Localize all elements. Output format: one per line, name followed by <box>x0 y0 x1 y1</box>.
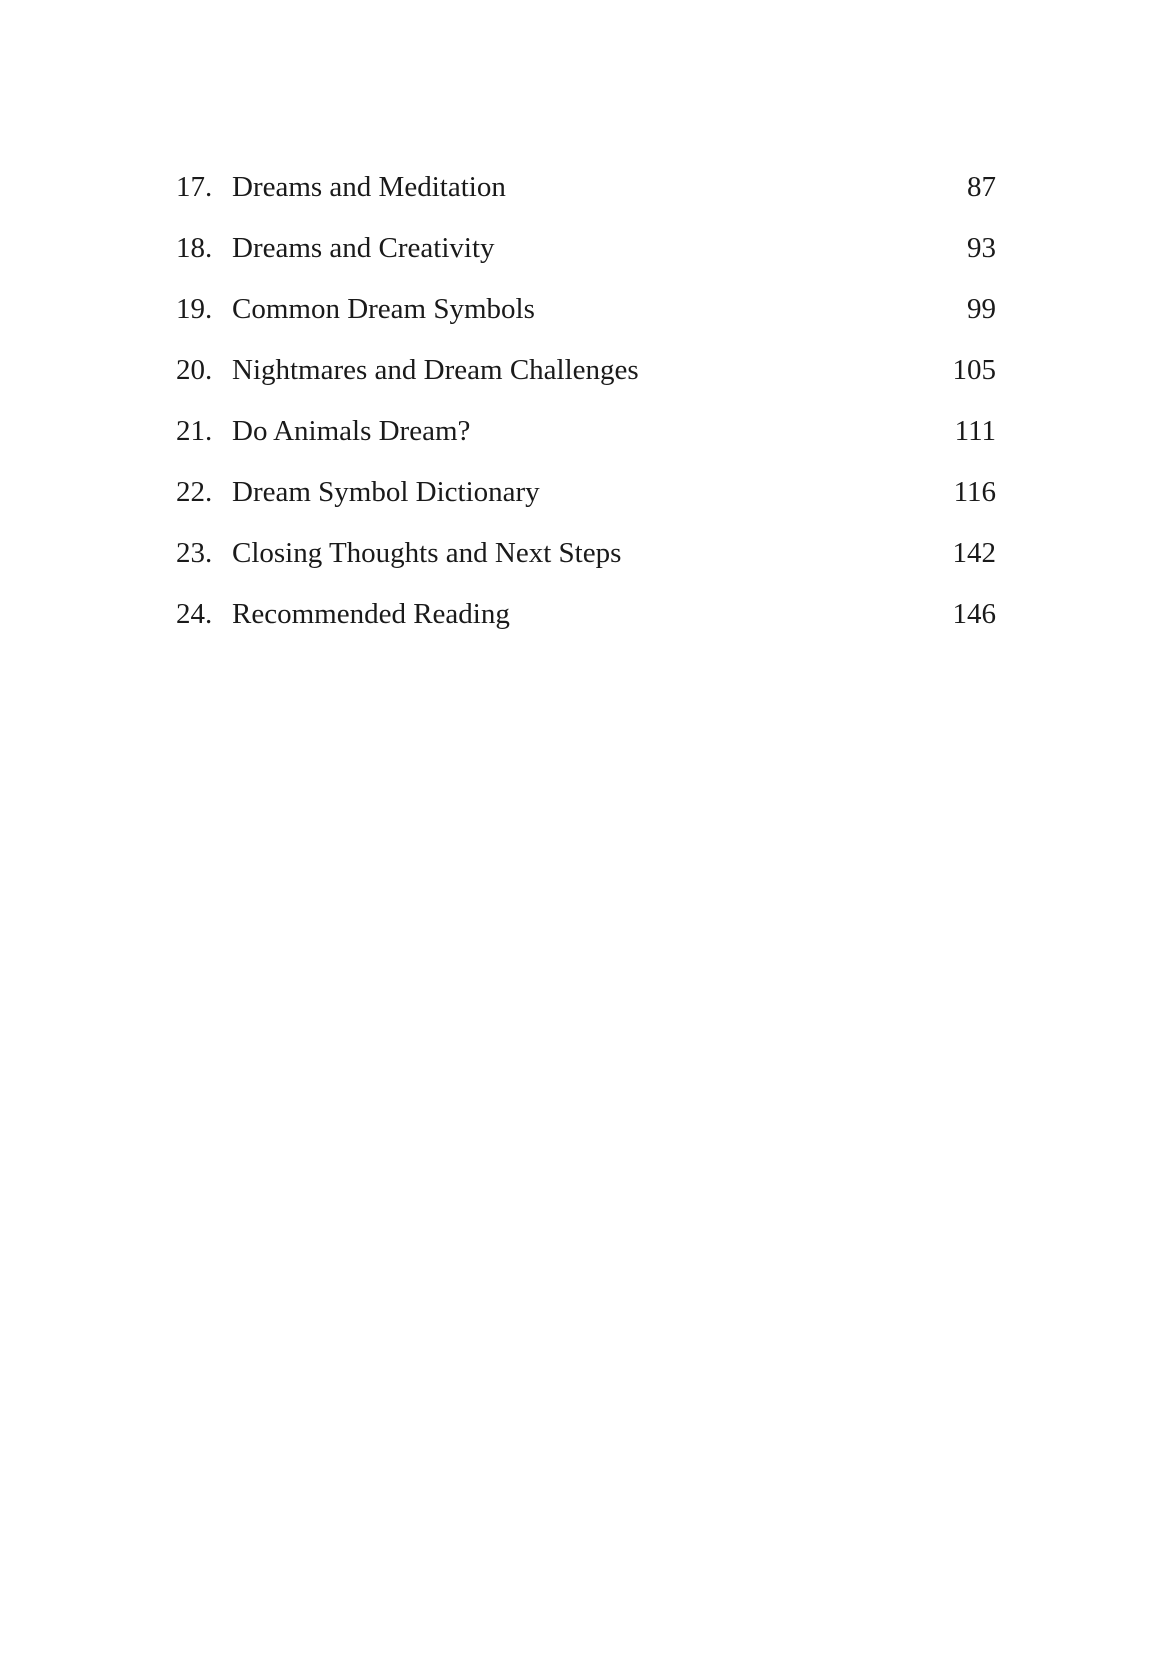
toc-entry[interactable] <box>176 533 996 594</box>
toc-entry-page: 105 <box>952 354 996 386</box>
toc-entry[interactable] <box>176 228 996 289</box>
toc-entry-number: 22. <box>176 476 213 508</box>
toc-entry-number: 17. <box>176 171 213 203</box>
toc-entry[interactable] <box>176 167 996 228</box>
toc-entry-number: 19. <box>176 293 213 325</box>
toc-entry-page: 142 <box>952 537 996 569</box>
toc-entry-number: 23. <box>176 537 213 569</box>
toc-entry[interactable] <box>176 350 996 411</box>
toc-entry[interactable] <box>176 411 996 472</box>
toc-entry-page: 93 <box>967 232 996 264</box>
toc-entry-title: Closing Thoughts and Next Steps <box>232 537 622 569</box>
toc-entry-number: 21. <box>176 415 213 447</box>
table-of-contents <box>176 167 996 655</box>
toc-entry-page: 146 <box>952 598 996 630</box>
toc-entry[interactable] <box>176 594 996 655</box>
toc-entry-title: Nightmares and Dream Challenges <box>232 354 639 386</box>
toc-entry-title: Dreams and Meditation <box>232 171 506 203</box>
toc-entry[interactable] <box>176 472 996 533</box>
toc-entry-title: Common Dream Symbols <box>232 293 535 325</box>
toc-entry-number: 24. <box>176 598 213 630</box>
toc-entry[interactable] <box>176 289 996 350</box>
toc-entry-page: 116 <box>953 476 996 508</box>
toc-entry-title: Dreams and Creativity <box>232 232 495 264</box>
toc-entry-title: Recommended Reading <box>232 598 510 630</box>
toc-entry-title: Dream Symbol Dictionary <box>232 476 540 508</box>
toc-entry-page: 87 <box>967 171 996 203</box>
toc-entry-title: Do Animals Dream? <box>232 415 471 447</box>
toc-entry-page: 99 <box>967 293 996 325</box>
toc-entry-page: 111 <box>954 415 996 447</box>
toc-entry-number: 20. <box>176 354 213 386</box>
toc-entry-number: 18. <box>176 232 213 264</box>
